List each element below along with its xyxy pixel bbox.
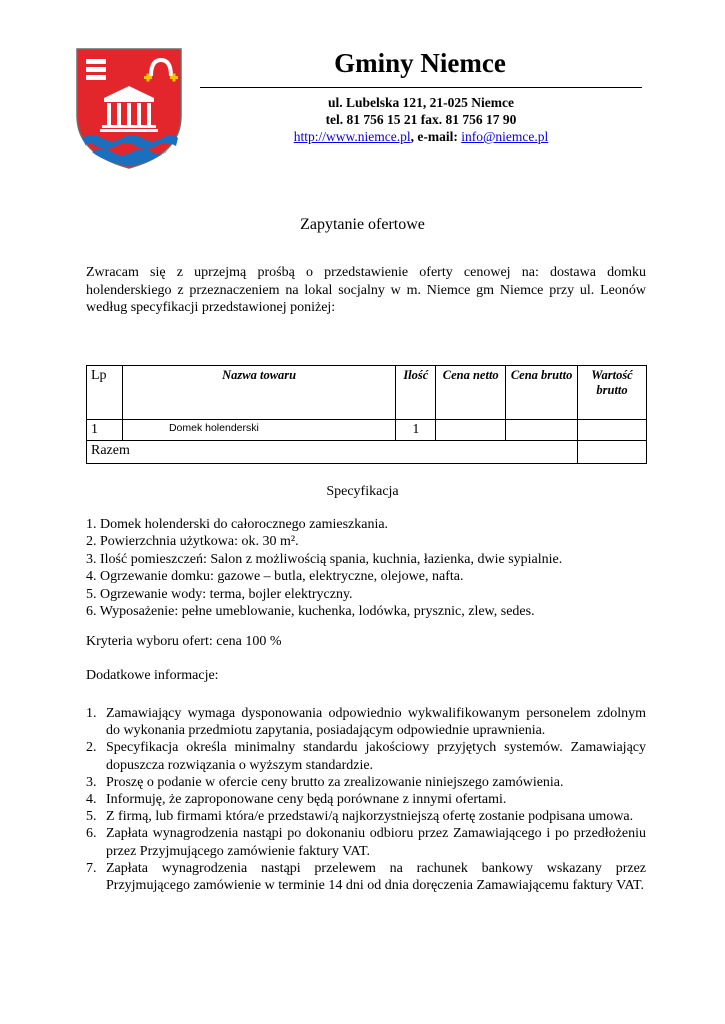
additional-info-title: Dodatkowe informacje: (86, 668, 219, 683)
cell-name: Domek holenderski (122, 420, 395, 441)
list-item: 4. Informuję, że zaproponowane ceny będą porównane z innymi ofertami. (86, 792, 507, 808)
email-link[interactable]: info@niemce.pl (461, 129, 549, 144)
cell-net (436, 420, 506, 441)
list-item: 6. Zapłata wynagrodzenia nastąpi po dokonaniu odbioru przez Zamawiającego i po przedłożeniu przez Przyjmującego zamówienie faktury VAT. (86, 826, 646, 859)
spec-item: 6. Wyposażenie: pełne umeblowanie, kuchenka, lodówka, prysznic, zlew, sedes. (86, 604, 535, 620)
cell-gross (506, 420, 578, 441)
table-header-row (87, 366, 647, 420)
cell-sum-label: Razem (87, 441, 578, 464)
phone-fax-line: tel. 81 756 15 21 fax. 81 756 17 90 (325, 112, 517, 127)
list-item: 7. Zapłata wynagrodzenia nastąpi przelewem na rachunek bankowy wskazany przez Przyjmującego zamówienie w terminie 14 dni od dnia doręczenia Zamawiającemu faktury VAT. (86, 860, 646, 894)
specification-list (86, 516, 646, 620)
col-header-qty: Ilość (396, 366, 436, 420)
specification-title: Specyfikacja (326, 484, 399, 499)
offer-table (86, 365, 647, 464)
table-row (87, 420, 647, 441)
list-item: 5. Z firmą, lub firmami która/e przedstawi/ą najkorzystniejszą ofertę zostanie podpisana umowa. (86, 809, 634, 825)
intro-paragraph: Zwracam się z uprzejmą prośbą o przedstawienie oferty cenowej na: dostawa domku holenderskiego z przeznaczeniem na lokal socjalny w m. Niemce gm Niemce przy ul. Leonów według specyfikacji przedstawionej poniżej: (86, 265, 646, 316)
list-item: 1. Zamawiający wymaga dysponowania odpowiednio wykwalifikowanym personelem zdolnym do wykonania przedmiotu zapytania, posiadającym odpowiednie uprawnienia. (86, 706, 646, 739)
table-sum-row (87, 441, 647, 464)
municipality-title: Gminy Niemce (334, 48, 506, 78)
col-header-name: Nazwa towaru (122, 366, 395, 420)
header-divider (200, 87, 642, 88)
list-item: 3. Proszę o podanie w ofercie ceny brutto za zrealizowanie niniejszego zamówienia. (86, 774, 564, 790)
spec-item: 1. Domek holenderski do całorocznego zamieszkania. (86, 517, 389, 532)
cell-sum-value (578, 441, 647, 464)
coat-of-arms-logo (74, 46, 184, 171)
spec-item: 3. Ilość pomieszczeń: Salon z możliwością spania, kuchnia, łazienka, dwie sypialnie. (86, 551, 563, 567)
cell-qty: 1 (396, 420, 436, 441)
spec-item: 4. Ogrzewanie domku: gazowe – butla, elektryczne, olejowe, nafta. (86, 569, 464, 585)
website-link[interactable]: http://www.niemce.pl (293, 129, 411, 144)
col-header-net: Cena netto (436, 366, 506, 420)
contact-line: http://www.niemce.pl, e-mail: info@niemce.pl (293, 129, 549, 144)
col-header-total: Wartość brutto (578, 366, 647, 420)
selection-criteria: Kryteria wyboru ofert: cena 100 % (86, 634, 282, 649)
spec-item: 5. Ogrzewanie wody: terma, bojler elektryczny. (86, 586, 353, 602)
col-header-lp: Lp (87, 366, 123, 420)
email-label: e-mail: (417, 129, 458, 144)
additional-info-list (86, 705, 646, 894)
cell-lp: 1 (87, 420, 123, 441)
col-header-gross: Cena brutto (506, 366, 578, 420)
address-line: ul. Lubelska 121, 21-025 Niemce (327, 95, 514, 110)
cell-total (578, 420, 647, 441)
document-heading: Zapytanie ofertowe (300, 216, 425, 233)
spec-item: 2. Powierzchnia użytkowa: ok. 30 m². (86, 534, 299, 550)
list-item: 2. Specyfikacja określa minimalny standardu jakościowy przyjętych systemów. Zamawiający dopuszcza rozwiązania o wyższym standardzie. (86, 740, 646, 773)
